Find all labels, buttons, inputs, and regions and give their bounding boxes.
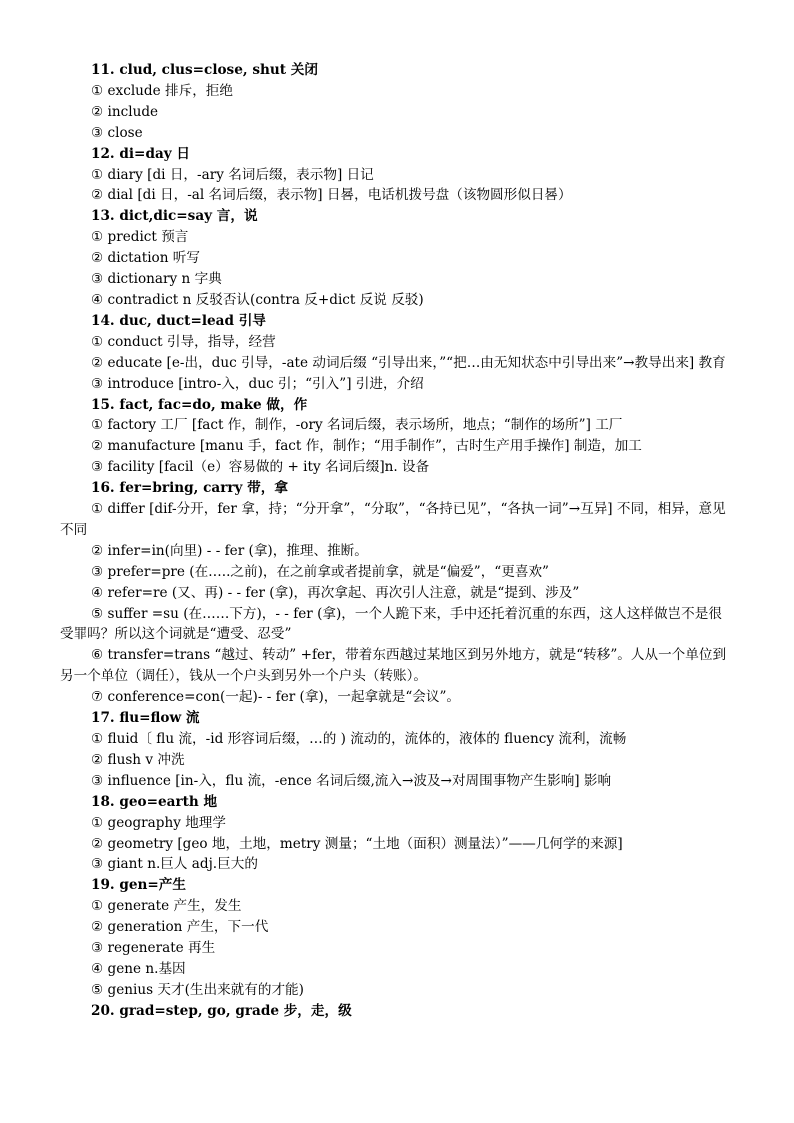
- list-item: ② manufacture [manu 手，fact 作，制作；“用手制作”，古时生产用手操作] 制造，加工: [91, 438, 642, 455]
- list-item: ① factory 工厂 [fact 作，制作，-ory 名词后缀，表示场所，地点；“制作的场所”] 工厂: [91, 417, 623, 434]
- list-item: ③ dictionary n 字典: [91, 271, 222, 288]
- list-item: ③ prefer=pre (在…..之前)，在之前拿或者提前拿，就是“偏爱”，“更喜欢”: [91, 563, 549, 580]
- document-body: [60, 60, 734, 1022]
- section-heading: 18. geo=earth 地: [91, 793, 218, 810]
- list-item: ② flush v 冲洗: [91, 751, 185, 768]
- section-heading: 15. fact, fac=do, make 做，作: [91, 396, 308, 413]
- list-item: ② dial [di 日，-al 名词后缀，表示物] 日晷，电话机拨号盘（该物圆形似日晷）: [91, 187, 572, 204]
- section-heading: 12. di=day 日: [91, 145, 190, 162]
- list-item: ③ regenerate 再生: [91, 940, 216, 957]
- list-item: ③ close: [91, 124, 143, 141]
- list-item: ③ introduce [intro-入，duc 引；“引入”] 引进，介绍: [91, 375, 424, 392]
- section-heading: 20. grad=step, go, grade 步，走，级: [91, 1002, 352, 1019]
- list-item: ④ contradict n 反驳否认(contra 反+dict 反说 反驳): [91, 291, 424, 308]
- list-item: ① fluid〔 flu 流，-id 形容词后缀，…的 ) 流动的，流体的，液体的 fluency 流利，流畅: [91, 731, 627, 747]
- section-heading: 11. clud, clus=close, shut 关闭: [91, 62, 318, 78]
- list-item: ② infer=in(向里) - - fer (拿)，推理、推断。: [91, 542, 368, 559]
- section-heading: 13. dict,dic=say 言，说: [91, 208, 258, 225]
- list-item: ① generate 产生，发生: [91, 898, 242, 915]
- list-item: ① exclude 排斥，拒绝: [91, 82, 233, 99]
- list-item: ⑦ conference=con(一起)- - fer (拿)，一起拿就是“会议”。: [91, 689, 460, 706]
- list-item: ⑤ suffer =su (在……下方)，- - fer (拿)，一个人跪下来，手中还托着沉重的东西，这人这样做岂不是很受罪吗？所以这个词就是“遭受、忍受”: [60, 605, 722, 643]
- list-item: ① diary [di 日，-ary 名词后缀，表示物] 日记: [91, 166, 374, 183]
- section-heading: 19. gen=产生: [91, 877, 186, 894]
- list-item: ③ influence [in-入，flu 流，-ence 名词后缀,流入→波及→对周围事物产生影响] 影响: [91, 772, 612, 789]
- list-item: ① conduct 引导，指导，经营: [91, 333, 276, 350]
- list-item: ② dictation 听写: [91, 250, 200, 267]
- list-item: ⑥ transfer=trans “越过、转动” +fer，带着东西越过某地区到另外地方，就是“转移”。人从一个单位到另一个单位（调任），钱从一个户头到另外一个户头（转账）。: [60, 647, 727, 685]
- list-item: ② generation 产生，下一代: [91, 919, 269, 936]
- section-heading: 17. flu=flow 流: [91, 710, 200, 727]
- list-item: ③ facility [facil（e）容易做的 + ity 名词后缀]n. 设备: [91, 459, 430, 476]
- list-item: ② geometry [geo 地，土地，metry 测量；“土地（面积）测量法）”——几何学的来源]: [91, 835, 623, 852]
- section-heading: 14. duc, duct=lead 引导: [91, 312, 266, 329]
- list-item: ③ giant n.巨人 adj.巨大的: [91, 856, 258, 873]
- section-heading: 16. fer=bring, carry 带，拿: [91, 480, 288, 497]
- list-item: ① predict 预言: [91, 229, 189, 246]
- list-item: ④ gene n.基因: [91, 960, 186, 977]
- list-item: ① differ [dif-分开，fer 拿，持；“分开拿”，“分取”，“各持已见”，“各执一词”→互异] 不同，相异，意见不同: [60, 501, 726, 538]
- list-item: ② educate [e-出，duc 引导，-ate 动词后缀 “引导出来，”“把…由无知状态中引导出来”→教导出来] 教育: [91, 354, 726, 371]
- list-item: ② include: [91, 103, 159, 120]
- list-item: ⑤ genius 天才(生出来就有的才能): [91, 981, 304, 998]
- list-item: ① geography 地理学: [91, 814, 226, 831]
- list-item: ④ refer=re (又、再) - - fer (拿)，再次拿起、再次引人注意，就是“提到、涉及”: [91, 584, 580, 601]
